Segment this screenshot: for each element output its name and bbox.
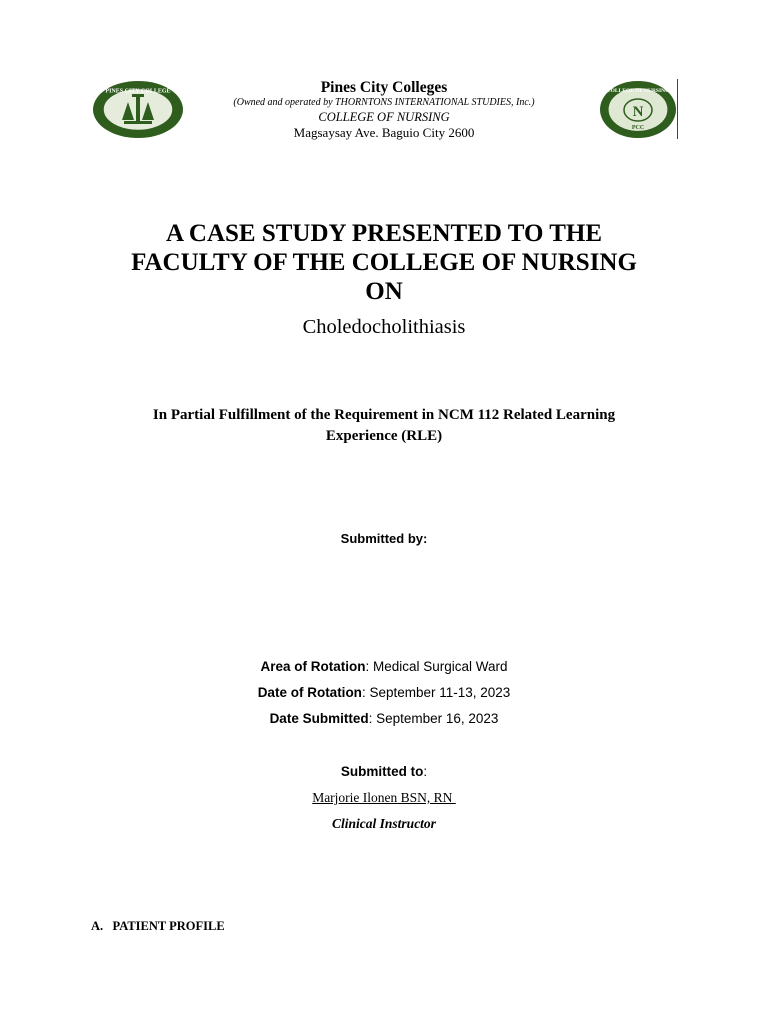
case-subject: Choledocholithiasis xyxy=(302,316,466,338)
right-logo-bottom: PCC xyxy=(631,125,645,131)
submitted-to-label: Submitted to xyxy=(340,764,424,779)
section-heading-patient-profile: A. PATIENT PROFILE xyxy=(91,919,225,933)
instructor-name xyxy=(0,790,768,806)
area-value: : Medical Surgical Ward xyxy=(365,659,508,674)
school-address: Magsaysay Ave. Baguio City 2600 xyxy=(293,125,475,140)
left-logo-text: PINES CITY COLLEGE xyxy=(105,88,171,95)
right-logo-monogram: N xyxy=(632,104,644,120)
title-line-2: FACULTY OF THE COLLEGE OF NURSING xyxy=(131,249,637,276)
requirement-line-1: In Partial Fulfillment of the Requirement in NCM 112 Related Learning xyxy=(152,407,616,423)
title-line-1: A CASE STUDY PRESENTED TO THE xyxy=(165,220,603,247)
instructor-position: Clinical Instructor xyxy=(332,816,436,831)
school-name: Pines City Colleges xyxy=(320,79,448,96)
title-line-3: ON xyxy=(365,278,403,305)
right-logo-text: COLLEGE OF NURSING xyxy=(606,88,670,94)
requirement-statement xyxy=(0,405,768,447)
submitted-to-colon: : xyxy=(423,764,428,779)
date-label: Date of Rotation xyxy=(257,685,362,700)
date-of-rotation xyxy=(0,685,768,700)
owner-line: (Owned and operated by THORNTONS INTERNATIONAL STUDIES, Inc.) xyxy=(233,97,535,108)
submitted-by-label: Submitted by: xyxy=(340,531,428,546)
area-label: Area of Rotation xyxy=(260,659,366,674)
submitted-value: : September 16, 2023 xyxy=(368,711,499,726)
submitted-to xyxy=(0,764,768,779)
submitted-label: Date Submitted xyxy=(269,711,369,726)
requirement-line-2: Experience (RLE) xyxy=(325,428,443,444)
area-of-rotation xyxy=(0,659,768,674)
college-name: COLLEGE OF NURSING xyxy=(318,110,450,124)
date-submitted xyxy=(0,711,768,726)
document-title xyxy=(0,219,768,306)
instructor-name-text: Marjorie Ilonen BSN, RN xyxy=(312,790,456,805)
date-value: : September 11-13, 2023 xyxy=(361,685,511,700)
